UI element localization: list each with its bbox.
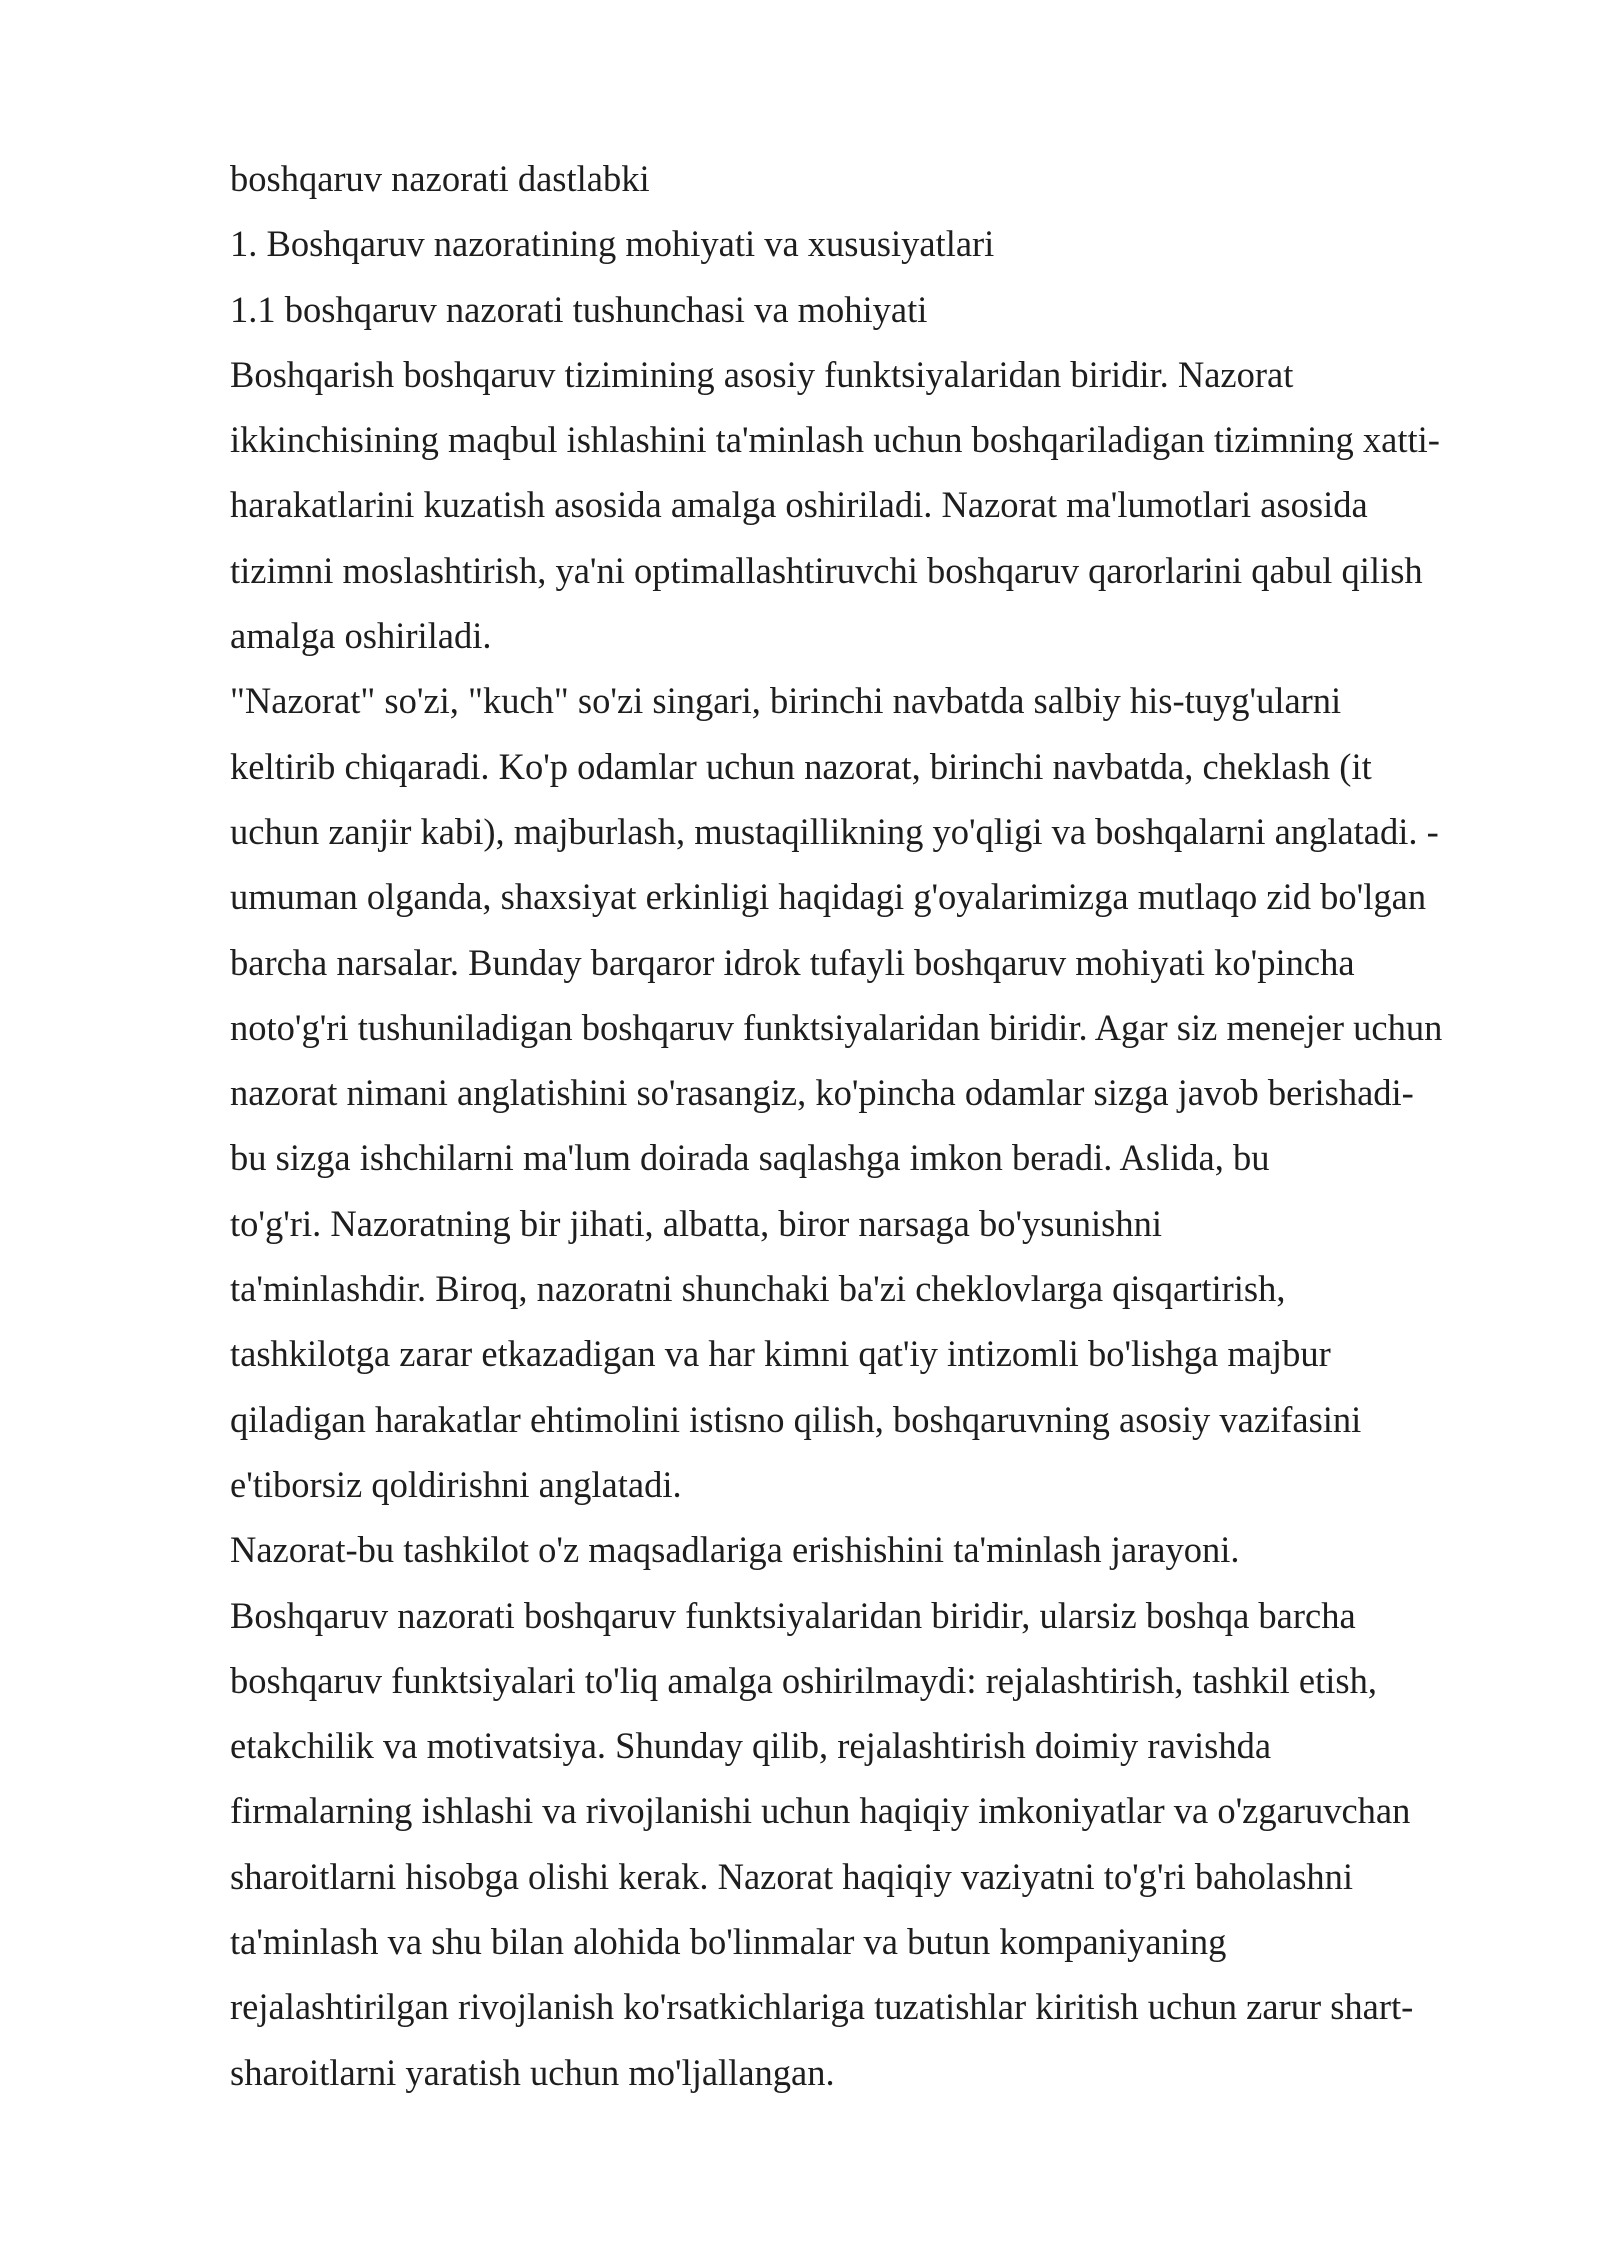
body-text-line: boshqaruv funktsiyalari to'liq amalga oshirilmaydi: rejalashtirish, tashkil etish, <box>230 1659 1377 1701</box>
body-text-line: to'g'ri. Nazoratning bir jihati, albatta, biror narsaga bo'ysunishni <box>230 1202 1162 1244</box>
body-text-line: "Nazorat" so'zi, "kuch" so'zi singari, birinchi navbatda salbiy his-tuyg'ularni <box>230 680 1342 722</box>
body-text-line: e'tiborsiz qoldirishni anglatadi. <box>230 1463 682 1505</box>
body-text-line: ikkinchisining maqbul ishlashini ta'minlash uchun boshqariladigan tizimning xatti- <box>230 419 1440 461</box>
body-text-line: tashkilotga zarar etkazadigan va har kimni qat'iy intizomli bo'lishga majbur <box>230 1333 1331 1375</box>
body-text-line: amalga oshiriladi. <box>230 615 492 657</box>
body-text-line: ta'minlash va shu bilan alohida bo'linmalar va butun kompaniyaning <box>230 1921 1227 1963</box>
document-body <box>230 146 1510 2105</box>
body-text-line: rejalashtirilgan rivojlanish ko'rsatkichlariga tuzatishlar kiritish uchun zarur shart- <box>230 1986 1414 2028</box>
body-text-line: bu sizga ishchilarni ma'lum doirada saqlashga imkon beradi. Aslida, bu <box>230 1137 1270 1179</box>
body-text-line: sharoitlarni hisobga olishi kerak. Nazorat haqiqiy vaziyatni to'g'ri baholashni <box>230 1855 1354 1897</box>
document-title: boshqaruv nazorati dastlabki <box>230 158 650 199</box>
body-text-line: umuman olganda, shaxsiyat erkinligi haqidagi g'oyalarimizga mutlaqo zid bo'lgan <box>230 876 1427 918</box>
body-text-line: ta'minlashdir. Biroq, nazoratni shunchaki ba'zi cheklovlarga qisqartirish, <box>230 1268 1286 1310</box>
body-text-line: keltirib chiqaradi. Ko'p odamlar uchun nazorat, birinchi navbatda, cheklash (it <box>230 745 1372 787</box>
body-text-line: nazorat nimani anglatishini so'rasangiz, ko'pincha odamlar sizga javob berishadi- <box>230 1072 1414 1114</box>
body-text-line: barcha narsalar. Bunday barqaror idrok tufayli boshqaruv mohiyati ko'pincha <box>230 941 1355 983</box>
subsection-heading: 1.1 boshqaruv nazorati tushunchasi va mohiyati <box>230 288 928 330</box>
body-text-line: harakatlarini kuzatish asosida amalga oshiriladi. Nazorat ma'lumotlari asosida <box>230 484 1368 526</box>
body-text-line: qiladigan harakatlar ehtimolini istisno qilish, boshqaruvning asosiy vazifasini <box>230 1398 1362 1440</box>
body-text-line: noto'g'ri tushuniladigan boshqaruv funktsiyalaridan biridir. Agar siz menejer uchun <box>230 1006 1443 1048</box>
body-text-line: tizimni moslashtirish, ya'ni optimallashtiruvchi boshqaruv qarorlarini qabul qilish <box>230 549 1423 591</box>
body-text-line: firmalarning ishlashi va rivojlanishi uchun haqiqiy imkoniyatlar va o'zgaruvchan <box>230 1790 1411 1832</box>
body-text-line: Boshqaruv nazorati boshqaruv funktsiyalaridan biridir, ularsiz boshqa barcha <box>230 1594 1356 1636</box>
body-text-line: sharoitlarni yaratish uchun mo'ljallangan. <box>230 2051 835 2093</box>
body-text-line: etakchilik va motivatsiya. Shunday qilib, rejalashtirish doimiy ravishda <box>230 1725 1272 1767</box>
body-text-line: uchun zanjir kabi), majburlash, mustaqillikning yo'qligi va boshqalarni anglatadi. - <box>230 810 1439 852</box>
section-heading: 1. Boshqaruv nazoratining mohiyati va xususiyatlari <box>230 223 995 265</box>
body-text-line: Boshqarish boshqaruv tizimining asosiy funktsiyalaridan biridir. Nazorat <box>230 353 1294 395</box>
body-text-line: Nazorat-bu tashkilot o'z maqsadlariga erishishini ta'minlash jarayoni. <box>230 1529 1240 1571</box>
